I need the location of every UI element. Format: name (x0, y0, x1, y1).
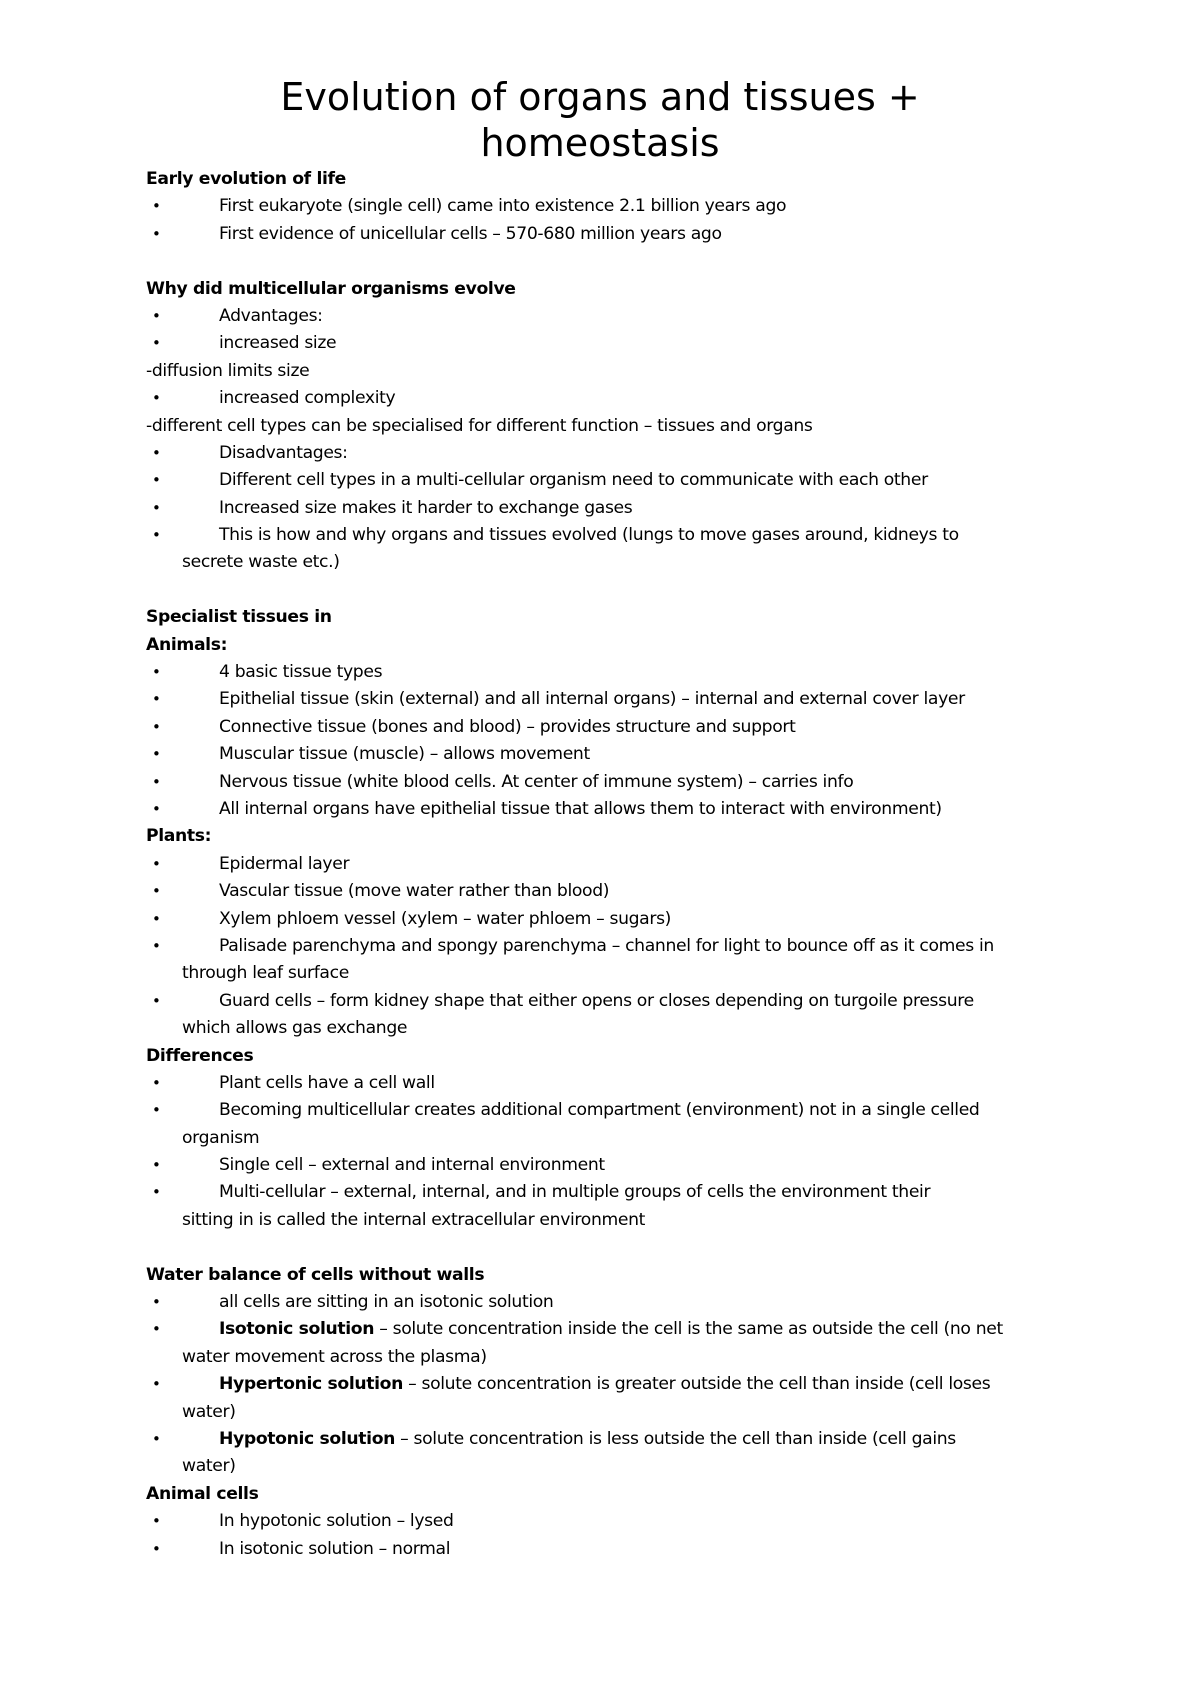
bullet-item (146, 659, 1086, 686)
heading-text: Early evolution of life (146, 169, 346, 189)
bullet-text: All internal organs have epithelial tissue that allows them to interact with environment) (219, 799, 942, 820)
bullet-text: Connective tissue (bones and blood) – provides structure and support (219, 716, 796, 737)
bullet-icon: • (152, 882, 161, 901)
bullet-item (146, 467, 1086, 494)
bullet-text: Palisade parenchyma and spongy parenchyma – channel for light to bounce off as it comes in (219, 935, 994, 956)
bullet-text (219, 1426, 956, 1453)
bullet-text: increased complexity (219, 388, 396, 409)
bullet-icon: • (152, 526, 161, 545)
bullet-icon: • (152, 1073, 161, 1092)
heading-text: Animals: (146, 634, 228, 655)
bullet-text: First evidence of unicellular cells – 570-680 million years ago (219, 223, 722, 244)
heading-text: Water balance of cells without walls (146, 1264, 485, 1285)
bullet-item (146, 1152, 1086, 1179)
bullet-icon: • (152, 800, 161, 819)
bullet-icon: • (152, 1183, 161, 1202)
section-heading (146, 632, 1086, 659)
section-heading (146, 1234, 1086, 1289)
heading-text: Differences (146, 1045, 254, 1066)
bullet-text: Nervous tissue (white blood cells. At center of immune system) – carries info (219, 771, 854, 792)
bullet-icon: • (152, 854, 161, 873)
bullet-text: 4 basic tissue types (219, 662, 383, 683)
bullet-icon: • (152, 389, 161, 408)
bullet-icon: • (152, 471, 161, 490)
bullet-text: In hypotonic solution – lysed (219, 1511, 454, 1532)
bullet-icon: • (152, 498, 161, 517)
bullet-icon: • (152, 909, 161, 928)
bullet-text (219, 1371, 990, 1398)
bullet-icon: • (152, 1375, 161, 1394)
bullet-text: Epidermal layer (219, 853, 350, 874)
bullet-text: In isotonic solution – normal (219, 1538, 451, 1559)
bullet-item (146, 933, 1086, 960)
bullet-icon: • (152, 1293, 161, 1312)
plain-line: -diffusion limits size (146, 360, 310, 381)
bullet-continuation: sitting in is called the internal extracellular environment (182, 1209, 646, 1230)
bullet-text: This is how and why organs and tissues evolved (lungs to move gases around, kidneys to (219, 525, 959, 546)
bullet-text: Vascular tissue (move water rather than blood) (219, 881, 610, 902)
bullet-text (219, 1316, 1003, 1343)
section-heading (146, 823, 1086, 850)
bullet-continuation: organism (182, 1127, 260, 1148)
bullet-item (146, 741, 1086, 768)
bullet-continuation: through leaf surface (182, 963, 349, 984)
document-body (146, 166, 1086, 1563)
bullet-item (146, 988, 1086, 1015)
bullet-item (146, 851, 1086, 878)
bold-term: Hypotonic solution (219, 1429, 396, 1450)
plain-line: -different cell types can be specialised for different function – tissues and organs (146, 415, 813, 436)
bullet-item (146, 1097, 1086, 1124)
bullet-icon: • (152, 936, 161, 955)
bullet-item (146, 1508, 1086, 1535)
bullet-icon: • (152, 663, 161, 682)
bullet-text: increased size (219, 333, 337, 354)
section-heading (146, 1043, 1086, 1070)
bullet-icon: • (152, 1430, 161, 1449)
bullet-item (146, 686, 1086, 713)
bullet-text: First eukaryote (single cell) came into existence 2.1 billion years ago (219, 196, 787, 217)
bullet-continuation: water) (182, 1401, 236, 1422)
bullet-item (146, 193, 1086, 220)
bullet-item (146, 1289, 1086, 1316)
bullet-text: Plant cells have a cell wall (219, 1072, 435, 1093)
bullet-icon: • (152, 1539, 161, 1558)
term-definition: – solute concentration is greater outside the cell than inside (cell loses (403, 1374, 991, 1395)
bullet-item (146, 769, 1086, 796)
bullet-item (146, 1179, 1086, 1206)
bullet-item (146, 1070, 1086, 1097)
bullet-item (146, 1371, 1086, 1398)
bullet-continuation: secrete waste etc.) (182, 552, 340, 573)
title-line-1: Evolution of organs and tissues + (280, 75, 920, 119)
bullet-text: Increased size makes it harder to exchange gases (219, 497, 633, 518)
bullet-icon: • (152, 772, 161, 791)
bullet-text: Single cell – external and internal environment (219, 1155, 605, 1176)
bullet-item (146, 303, 1086, 330)
bullet-item (146, 221, 1086, 248)
heading-text: Animal cells (146, 1483, 259, 1504)
bullet-continuation: which allows gas exchange (182, 1018, 408, 1039)
bullet-text: Advantages: (219, 305, 323, 326)
page-title (0, 74, 1200, 166)
title-line-2: homeostasis (480, 121, 720, 165)
bullet-item (146, 906, 1086, 933)
bullet-icon: • (152, 1320, 161, 1339)
bullet-icon: • (152, 745, 161, 764)
bullet-icon: • (152, 334, 161, 353)
bullet-item (146, 440, 1086, 467)
bullet-icon: • (152, 1156, 161, 1175)
bullet-icon: • (152, 717, 161, 736)
bullet-item (146, 714, 1086, 741)
section-heading (146, 166, 1086, 193)
bold-term: Isotonic solution (219, 1319, 375, 1340)
bullet-item (146, 1316, 1086, 1343)
bullet-item (146, 796, 1086, 823)
bullet-text: Guard cells – form kidney shape that either opens or closes depending on turgoile pressure (219, 990, 974, 1011)
bullet-icon: • (152, 991, 161, 1010)
bullet-icon: • (152, 443, 161, 462)
bullet-item (146, 495, 1086, 522)
section-heading (146, 248, 1086, 303)
bullet-text: Multi-cellular – external, internal, and in multiple groups of cells the environment their (219, 1182, 931, 1203)
bullet-item (146, 1426, 1086, 1453)
bullet-item (146, 878, 1086, 905)
heading-text: Specialist tissues in (146, 607, 332, 628)
section-heading (146, 577, 1086, 632)
bullet-text: Epithelial tissue (skin (external) and all internal organs) – internal and external cover layer (219, 689, 965, 710)
bullet-item (146, 522, 1086, 549)
bullet-icon: • (152, 197, 161, 216)
bullet-icon: • (152, 306, 161, 325)
heading-text: Why did multicellular organisms evolve (146, 278, 516, 299)
bullet-text: Becoming multicellular creates additional compartment (environment) not in a single celled (219, 1100, 980, 1121)
heading-text: Plants: (146, 826, 212, 847)
bullet-continuation: water movement across the plasma) (182, 1346, 487, 1367)
bullet-text: Different cell types in a multi-cellular organism need to communicate with each other (219, 470, 928, 491)
bullet-text: Xylem phloem vessel (xylem – water phloem – sugars) (219, 908, 672, 929)
bullet-icon: • (152, 224, 161, 243)
bullet-item (146, 330, 1086, 357)
bullet-item (146, 385, 1086, 412)
section-heading (146, 1481, 1086, 1508)
bullet-text: all cells are sitting in an isotonic solution (219, 1292, 554, 1313)
bullet-icon: • (152, 690, 161, 709)
bullet-continuation: water) (182, 1456, 236, 1477)
term-definition: – solute concentration is less outside the cell than inside (cell gains (395, 1429, 956, 1450)
term-definition: – solute concentration inside the cell is the same as outside the cell (no net (374, 1319, 1003, 1340)
bullet-item (146, 1536, 1086, 1563)
bold-term: Hypertonic solution (219, 1374, 404, 1395)
bullet-icon: • (152, 1512, 161, 1531)
bullet-text: Muscular tissue (muscle) – allows movement (219, 744, 590, 765)
bullet-icon: • (152, 1101, 161, 1120)
bullet-text: Disadvantages: (219, 442, 348, 463)
